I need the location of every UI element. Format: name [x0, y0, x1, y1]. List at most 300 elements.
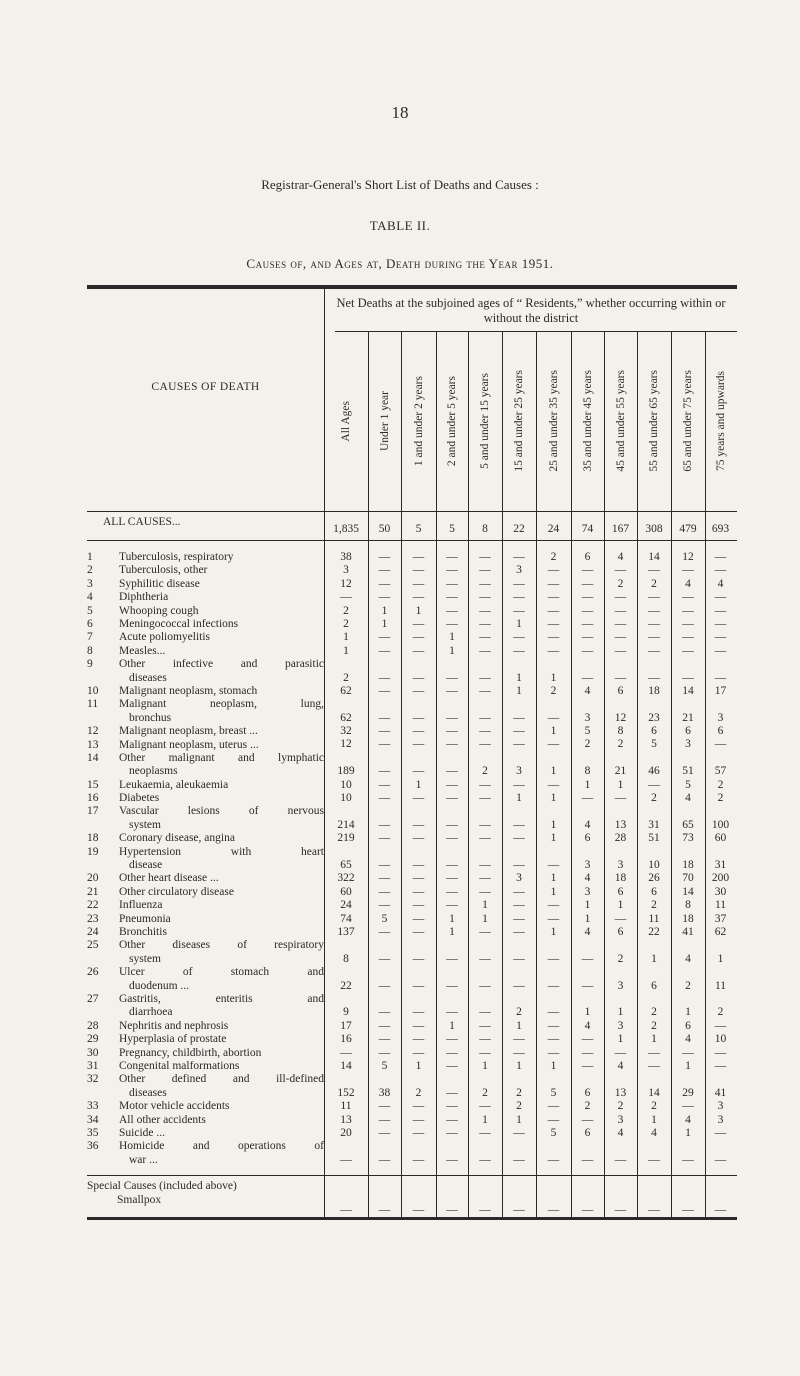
cause-number: 22 [87, 899, 99, 912]
cause-label: Influenza [119, 899, 163, 912]
value-cell: 137 [337, 926, 355, 938]
value-cell: 1 [415, 1059, 422, 1072]
value-cell: — [412, 617, 425, 630]
value-cell: — [682, 617, 694, 630]
value-cell: — [479, 926, 491, 938]
value-cell: — [378, 1203, 391, 1216]
value-cell: — [412, 1203, 425, 1216]
value-cell: — [378, 644, 391, 657]
column-header [401, 337, 436, 505]
value-cell: 2 [617, 952, 624, 965]
value-cell: — [412, 1153, 425, 1166]
value-cell: — [378, 711, 391, 724]
value-cell: 12 [340, 738, 352, 751]
value-cell: — [547, 644, 560, 657]
value-cell: 5 [449, 522, 455, 535]
value-cell: — [479, 738, 491, 751]
value-cell: 1 [482, 1113, 488, 1126]
value-cell: — [412, 872, 425, 885]
value-cell: — [547, 1100, 560, 1113]
cause-number: 7 [87, 631, 93, 644]
column-header [671, 337, 705, 505]
value-cell: 1 [516, 1059, 522, 1072]
column-header-label: 1 and under 2 years [412, 375, 425, 467]
value-cell: 2 [516, 1100, 522, 1113]
value-cell: 30 [714, 885, 727, 898]
cause-label: Congenital malformations [119, 1059, 240, 1072]
value-cell: — [547, 859, 560, 872]
cause-label: Gastritis, enteritis and [119, 993, 324, 1005]
value-cell: 2 [617, 738, 624, 751]
value-cell: 5 [685, 778, 691, 791]
value-cell: — [714, 644, 727, 657]
value-cell: — [614, 617, 627, 630]
value-cell: — [479, 859, 491, 872]
cause-number: 5 [87, 604, 93, 617]
table-row [87, 926, 737, 939]
value-cell: — [446, 1006, 458, 1019]
value-cell: — [446, 711, 458, 724]
value-cell: 219 [337, 832, 355, 845]
value-cell: — [479, 792, 491, 805]
value-cell: — [682, 644, 694, 657]
cause-label: Other infective and parasitic [119, 658, 324, 671]
table-row [87, 605, 737, 618]
value-cell: 2 [343, 617, 349, 630]
table-row [87, 725, 737, 738]
table-header [87, 289, 737, 512]
cause-number: 31 [87, 1059, 99, 1072]
value-cell: — [513, 1046, 525, 1059]
value-cell: — [513, 711, 525, 724]
value-cell: 11 [714, 979, 727, 992]
value-cell: — [446, 1033, 458, 1046]
value-cell: 16 [340, 1033, 352, 1046]
value-cell: 23 [648, 711, 660, 724]
table-row [87, 939, 737, 966]
value-cell: — [479, 979, 491, 992]
value-cell: 4 [584, 1019, 591, 1032]
value-cell: — [340, 591, 352, 604]
value-cell: 200 [711, 872, 730, 885]
value-cell: — [581, 1113, 594, 1126]
value-cell: 17 [340, 1019, 352, 1032]
cause-label: Bronchitis [119, 926, 167, 939]
value-cell: 4 [584, 684, 591, 697]
value-cell: 1 [617, 899, 624, 912]
cause-label: Malignant neoplasm, breast ... [119, 725, 258, 738]
value-cell: — [648, 778, 660, 791]
cause-number: 15 [87, 778, 99, 791]
column-divider [604, 331, 605, 1217]
column-header-label: 35 and under 45 years [581, 370, 594, 472]
value-cell: 14 [682, 684, 694, 697]
cause-label: Pneumonia [119, 912, 171, 925]
value-cell: 60 [340, 885, 352, 898]
value-cell: 4 [685, 792, 691, 805]
cause-label: Diphtheria [119, 591, 169, 604]
value-cell: — [479, 1126, 491, 1139]
table-row [87, 779, 737, 792]
table-row [87, 591, 737, 604]
value-cell: — [412, 832, 425, 845]
value-cell: 1 [449, 644, 455, 657]
cause-number: 33 [87, 1100, 99, 1113]
value-cell: — [378, 671, 391, 684]
value-cell: 308 [645, 522, 663, 535]
cause-number: 17 [87, 805, 99, 818]
table-row [87, 739, 737, 752]
value-cell: — [446, 1113, 458, 1126]
value-cell: — [340, 1203, 352, 1216]
cause-number: 18 [87, 832, 99, 845]
value-cell: 2 [617, 1100, 624, 1113]
value-cell: — [412, 1100, 425, 1113]
value-cell: 1 [381, 617, 388, 630]
value-cell: 214 [337, 818, 355, 831]
cause-label: Motor vehicle accidents [119, 1100, 230, 1113]
cause-number: 14 [87, 751, 99, 764]
value-cell: 46 [648, 765, 660, 778]
value-cell: 18 [614, 872, 627, 885]
value-cell: — [714, 1153, 727, 1166]
value-cell: 13 [614, 818, 627, 831]
value-cell: — [581, 617, 594, 630]
cause-label: Nephritis and nephrosis [119, 1019, 229, 1032]
column-header [368, 337, 401, 505]
value-cell: 100 [711, 818, 730, 831]
special-rule [87, 1175, 737, 1176]
table-row [87, 551, 737, 564]
cause-number: 11 [87, 698, 99, 711]
column-header-label: 15 and under 25 years [513, 370, 525, 472]
value-cell: — [513, 832, 525, 845]
value-cell: — [614, 1046, 627, 1059]
column-header [637, 337, 671, 505]
value-cell: 2 [516, 1006, 522, 1019]
value-cell: 3 [685, 738, 691, 751]
cause-number: 19 [87, 845, 99, 858]
value-cell: — [378, 1006, 391, 1019]
value-cell: — [714, 617, 727, 630]
cause-label: diseases [129, 1086, 167, 1099]
value-cell: 65 [682, 818, 694, 831]
value-cell: — [614, 564, 627, 577]
value-cell: — [412, 644, 425, 657]
value-cell: 2 [651, 1006, 657, 1019]
cause-label: Tuberculosis, other [119, 564, 208, 577]
value-cell: 1 [550, 885, 557, 898]
value-cell: 11 [648, 912, 660, 925]
value-cell: 3 [584, 859, 591, 872]
table-row [87, 698, 737, 725]
value-cell: — [682, 564, 694, 577]
value-cell: — [547, 604, 560, 617]
value-cell: — [412, 765, 425, 778]
group-header: Net Deaths at the subjoined ages of “ Residents,” whether occurring within or without the district [336, 296, 726, 325]
value-cell: 6 [584, 1126, 591, 1139]
value-cell: — [479, 711, 491, 724]
column-header [536, 337, 571, 505]
value-cell: — [446, 1153, 458, 1166]
value-cell: — [446, 792, 458, 805]
value-cell: — [378, 926, 391, 938]
value-cell: 1 [685, 1006, 691, 1019]
value-cell: — [412, 859, 425, 872]
value-cell: — [648, 564, 660, 577]
value-cell: — [446, 1203, 458, 1216]
value-cell: 8 [343, 952, 349, 965]
value-cell: — [479, 671, 491, 684]
value-cell: 3 [516, 564, 522, 577]
cause-label: Meningococcal infections [119, 617, 239, 630]
cause-number: 34 [87, 1113, 99, 1126]
value-cell: 4 [685, 577, 691, 590]
value-cell: — [412, 577, 425, 590]
table-row [87, 993, 737, 1020]
value-cell: — [378, 631, 391, 644]
value-cell: — [581, 1046, 594, 1059]
value-cell: — [547, 564, 560, 577]
value-cell: 12 [340, 577, 352, 590]
value-cell: 1 [550, 872, 557, 885]
value-cell: — [378, 952, 391, 965]
value-cell: — [513, 859, 525, 872]
value-cell: 14 [340, 1059, 352, 1072]
value-cell: 1 [651, 952, 657, 965]
value-cell: 322 [337, 872, 355, 885]
value-cell: — [648, 1153, 660, 1166]
bottom-rule [87, 1217, 737, 1220]
value-cell: — [714, 1046, 727, 1059]
value-cell: — [513, 778, 525, 791]
value-cell: 74 [340, 912, 352, 925]
value-cell: 4 [584, 872, 591, 885]
value-cell: — [446, 564, 458, 577]
value-cell: — [378, 872, 391, 885]
value-cell: — [446, 684, 458, 697]
value-cell: 10 [340, 792, 352, 805]
table-row [87, 618, 737, 631]
value-cell: 189 [337, 765, 355, 778]
value-cell: — [513, 631, 525, 644]
value-cell: — [581, 792, 594, 805]
value-cell: 1 [617, 1033, 624, 1046]
value-cell: 41 [714, 1086, 727, 1099]
value-cell: — [648, 631, 660, 644]
table-row [87, 1033, 737, 1046]
value-cell: — [378, 577, 391, 590]
value-cell: — [581, 1153, 594, 1166]
value-cell: 1 [449, 631, 455, 644]
value-cell: 2 [343, 604, 349, 617]
value-cell: 6 [584, 1086, 591, 1099]
cause-number: 6 [87, 617, 93, 630]
value-cell: 1 [651, 1033, 657, 1046]
value-cell: 8 [584, 765, 591, 778]
value-cell: — [714, 1019, 727, 1032]
value-cell: 6 [651, 725, 657, 738]
value-cell: 1 [449, 1019, 455, 1032]
value-cell: 1 [550, 671, 557, 684]
value-cell: — [378, 725, 391, 738]
causes-header: CAUSES OF DEATH [151, 381, 260, 393]
value-cell: — [513, 912, 525, 925]
column-divider [637, 331, 638, 1217]
table-row [87, 1127, 737, 1140]
cause-label: Hyperplasia of prostate [119, 1033, 227, 1046]
value-cell: — [581, 591, 594, 604]
value-cell: — [513, 1033, 525, 1046]
cause-label: Whooping cough [119, 604, 199, 617]
value-cell: 1 [516, 671, 522, 684]
value-cell: — [412, 818, 425, 831]
table-row [87, 1020, 737, 1033]
value-cell: 4 [617, 1059, 624, 1072]
value-cell: — [682, 671, 694, 684]
value-cell: 1 [381, 604, 388, 617]
value-cell: 4 [584, 818, 591, 831]
value-cell: — [378, 1046, 391, 1059]
value-cell: 2 [685, 979, 691, 992]
value-cell: — [446, 604, 458, 617]
value-cell: 31 [714, 859, 727, 872]
value-cell: 1 [617, 778, 624, 791]
value-cell: 6 [617, 926, 624, 938]
value-cell: 2 [482, 765, 488, 778]
value-cell: — [412, 550, 425, 563]
value-cell: — [682, 1100, 694, 1113]
value-cell: — [614, 792, 627, 805]
value-cell: 28 [614, 832, 627, 845]
cause-label: Other heart disease ... [119, 872, 219, 885]
value-cell: — [378, 1113, 391, 1126]
value-cell: 1 [516, 1113, 522, 1126]
value-cell: 152 [337, 1086, 355, 1099]
value-cell: 65 [340, 859, 352, 872]
value-cell: 1 [651, 1113, 657, 1126]
value-cell: — [479, 1033, 491, 1046]
value-cell: — [682, 604, 694, 617]
table-row [87, 752, 737, 779]
value-cell: — [614, 591, 627, 604]
value-cell: 1 [617, 1006, 624, 1019]
cause-number: 21 [87, 885, 99, 898]
value-cell: — [479, 832, 491, 845]
cause-number: 8 [87, 644, 93, 657]
cause-number: 29 [87, 1033, 99, 1046]
value-cell: — [446, 671, 458, 684]
value-cell: — [479, 1203, 491, 1216]
value-cell: 4 [584, 926, 591, 938]
value-cell: 6 [685, 1019, 691, 1032]
column-divider [324, 289, 325, 1217]
value-cell: 21 [614, 765, 627, 778]
value-cell: 24 [547, 522, 560, 535]
column-header-label: 75 years and upwards [714, 371, 727, 471]
value-cell: 20 [340, 1126, 352, 1139]
value-cell: — [378, 738, 391, 751]
value-cell: — [378, 684, 391, 697]
value-cell: — [479, 644, 491, 657]
value-cell: — [513, 1203, 525, 1216]
value-cell: 1 [550, 792, 557, 805]
cause-label: Ulcer of stomach and [119, 966, 324, 979]
value-cell: — [614, 1203, 627, 1216]
cause-label: war ... [129, 1153, 158, 1166]
table-title: Causes of, and Ages at, Death during the Year 1951. [246, 256, 554, 271]
value-cell: — [412, 912, 425, 925]
value-cell: 2 [651, 1019, 657, 1032]
value-cell: 22 [340, 979, 352, 992]
column-header [604, 337, 637, 505]
cause-label: Syphilitic disease [119, 577, 200, 590]
value-cell: 1 [584, 778, 591, 791]
value-cell: — [340, 1046, 352, 1059]
table-row [87, 564, 737, 577]
value-cell: — [513, 644, 525, 657]
value-cell: — [446, 832, 458, 845]
value-cell: — [479, 1046, 491, 1059]
value-cell: 10 [714, 1033, 727, 1046]
cause-number: 30 [87, 1046, 99, 1059]
value-cell: 2 [482, 1086, 488, 1099]
value-cell: — [682, 631, 694, 644]
value-cell: 37 [714, 912, 727, 925]
value-cell: — [479, 818, 491, 831]
value-cell: — [412, 631, 425, 644]
cause-number: 16 [87, 792, 99, 805]
value-cell: — [412, 684, 425, 697]
value-cell: 1 [550, 818, 557, 831]
value-cell: 8 [685, 899, 691, 912]
cause-number: 26 [87, 966, 99, 979]
value-cell: — [378, 832, 391, 845]
value-cell: 2 [617, 577, 624, 590]
value-cell: 18 [682, 859, 694, 872]
cause-number: 28 [87, 1019, 99, 1032]
value-cell: 3 [617, 859, 624, 872]
value-cell: 2 [550, 684, 557, 697]
value-cell: — [547, 979, 560, 992]
value-cell: 3 [717, 1113, 724, 1126]
value-cell: — [479, 1100, 491, 1113]
total-rule [87, 540, 737, 541]
table-row [87, 805, 737, 832]
value-cell: — [479, 550, 491, 563]
value-cell: — [581, 644, 594, 657]
cause-label: diseases [129, 671, 167, 684]
value-cell: — [614, 631, 627, 644]
value-cell: — [513, 926, 525, 938]
value-cell: — [412, 564, 425, 577]
value-cell: 1 [550, 926, 557, 938]
value-cell: 2 [717, 1006, 724, 1019]
table-body [87, 516, 737, 1217]
cause-label: duodenum ... [129, 979, 190, 992]
value-cell: 5 [584, 725, 591, 738]
value-cell: — [446, 765, 458, 778]
table-row [87, 631, 737, 644]
value-cell: — [479, 591, 491, 604]
cause-number: 3 [87, 577, 93, 590]
cause-number: 10 [87, 684, 99, 697]
value-cell: — [581, 1203, 594, 1216]
value-cell: 6 [651, 979, 657, 992]
table-row [87, 1060, 737, 1073]
value-cell: — [378, 1153, 391, 1166]
table-row [87, 1047, 737, 1060]
